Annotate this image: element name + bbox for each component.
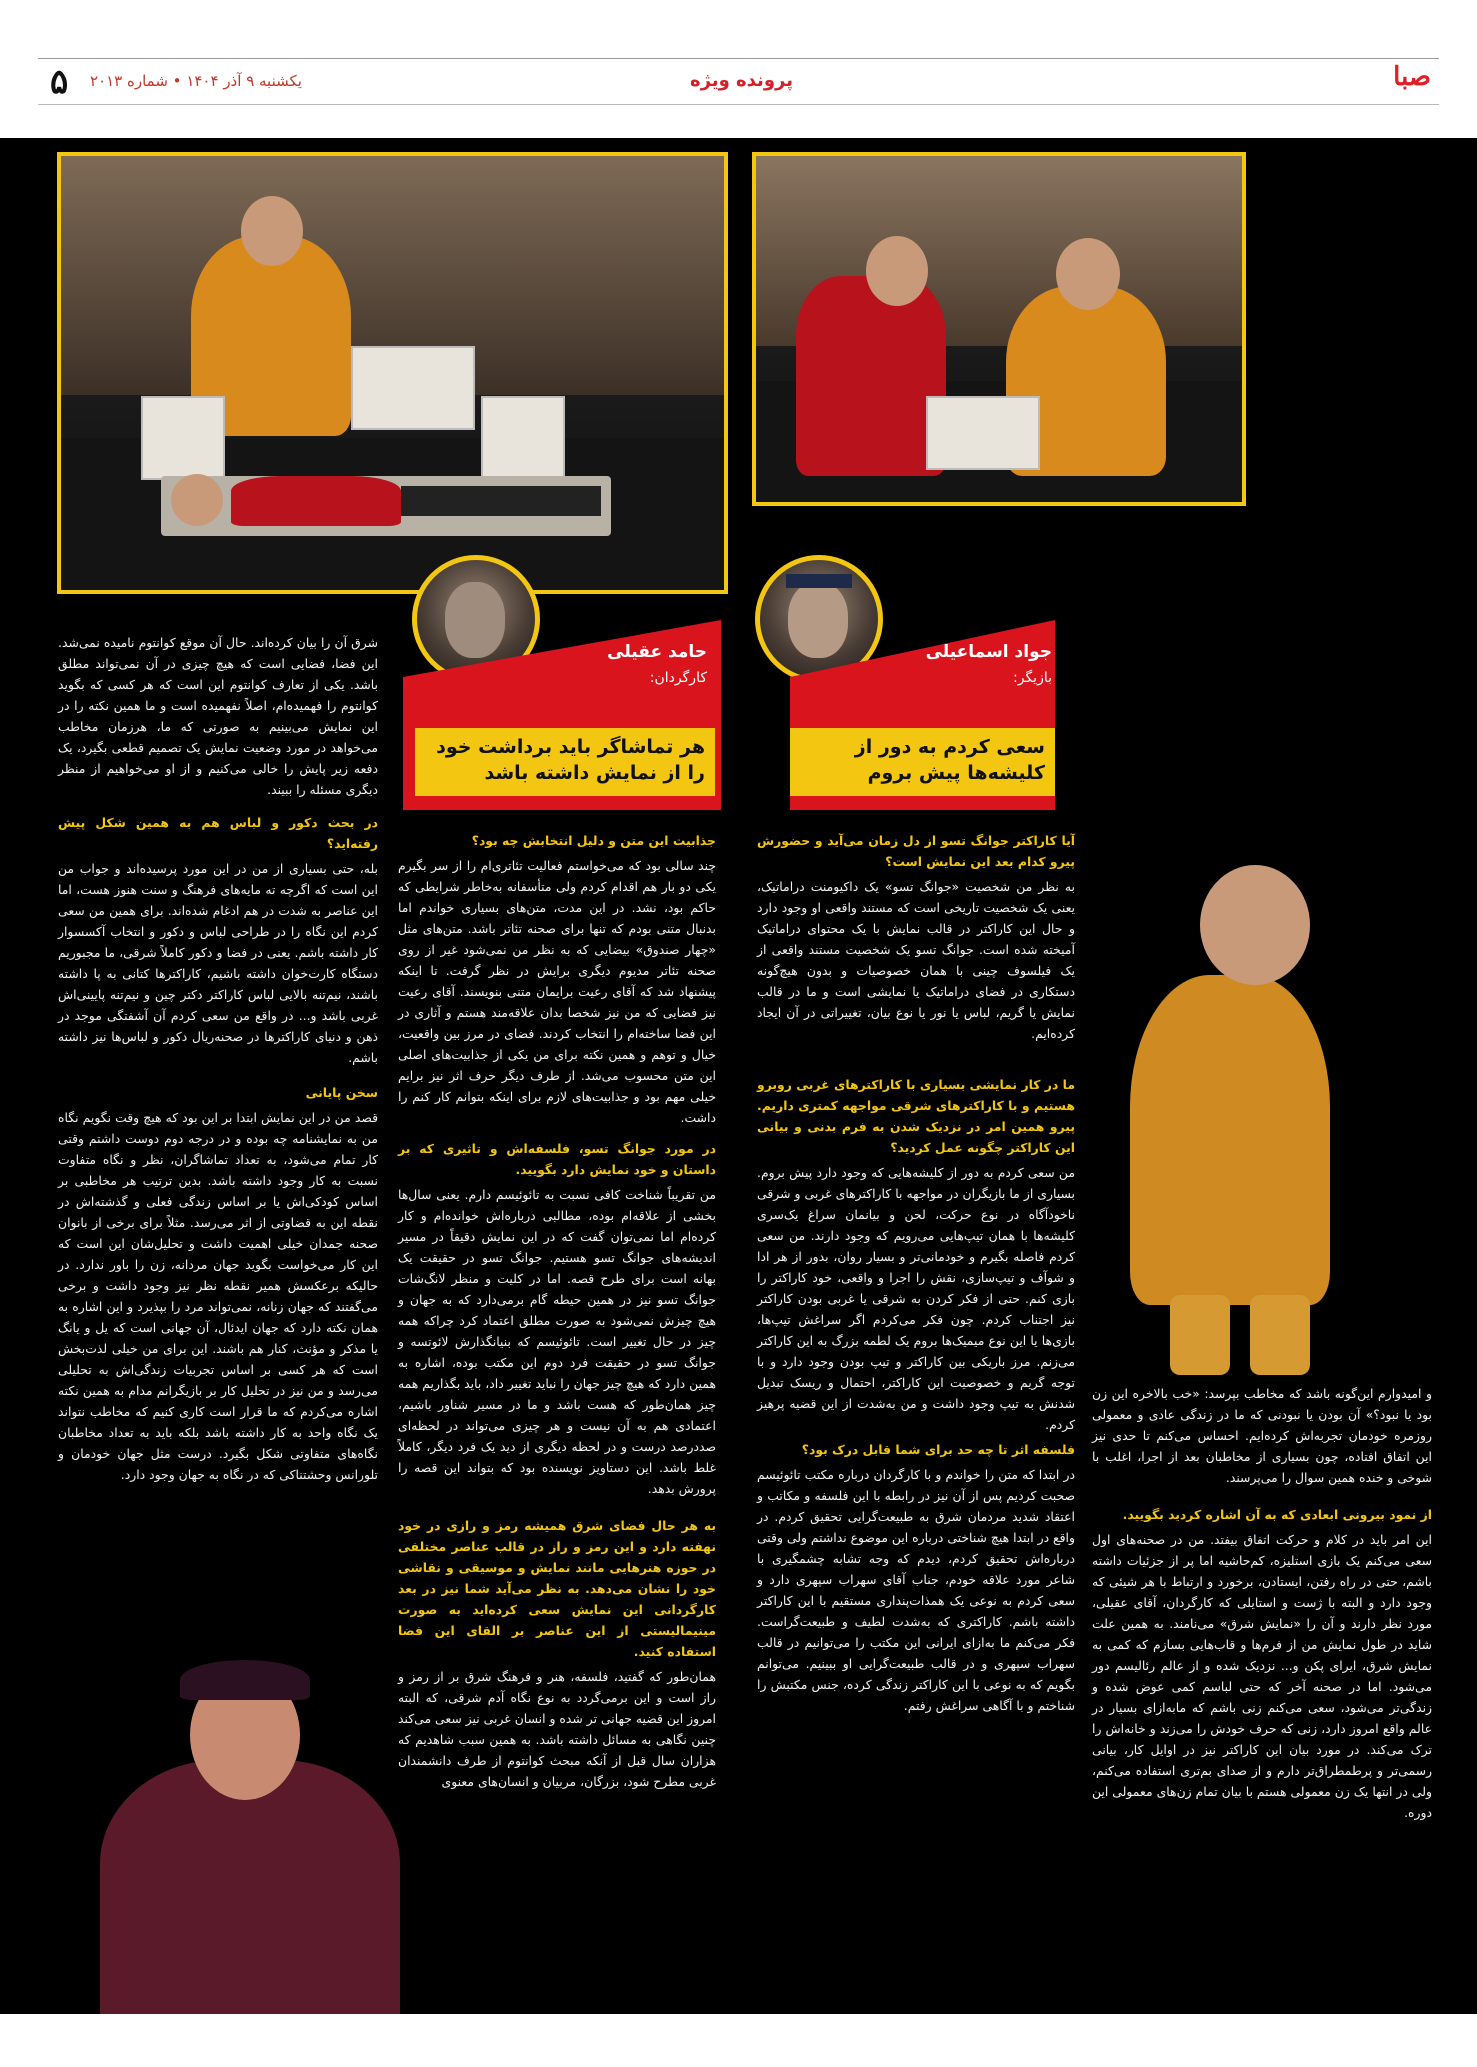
stage-photo-left: [57, 152, 728, 594]
question: آیا کاراکتر جوانگ تسو از دل زمان می‌آید و حضورش پیرو کدام بعد این نمایش است؟: [757, 833, 1075, 869]
actor-stage-photo: [1090, 825, 1360, 1385]
newspaper-logo[interactable]: صبا: [1393, 62, 1431, 92]
page-header: [0, 0, 1477, 138]
director-name: حامد عقیلی: [607, 642, 707, 662]
answer: این امر باید در کلام و حرکت اتفاق بیفتد. من در صحنه‌های اول سعی می‌کنم یک بازی استلیزه، کم‌حاشیه اما پر از جزئیات داشته باشم، حتی در راه رفتن، ایستادن، برخورد و ارتباط با هر شیئی که وجود دارد و البته با ژست و استایلی که کارگردان، آقای عقیلی، مورد نظر دارند و آن را «نمایش شرق» می‌نامند. به همین علت شاید در طول نمایش من از فرم‌ها و قاب‌هایی بسازم که کمی به نمایش شرق، ایرای پکن و... نزدیک شده و از عالم رئالیسم دور می‌شود. اما در صحنه آخر که حتی لباسم کمی عوض شده و زندگی‌تر می‌شود، سعی می‌کنم زنی باشم که مابه‌ازای بسیار در عالم واقع امروز دارد، زنی که حرف خودش را می‌زند و خانه‌اش را ترک می‌کند. در مورد بیان این کاراکتر نیز در اوایل کار، بیانی رسمی‌تر و پرطمطراق‌تر دارم و از صدای بم‌تری استفاده می‌کنم، ولی در انتها یک زن معمولی هستم با بیان تمام زن‌های معمولی این دوره.: [1092, 1532, 1432, 1820]
answer: شرق آن را بیان کرده‌اند. حال آن موقع کوانتوم نامیده نمی‌شد. این فضا، فضایی است که هیچ چیزی در آن نمی‌تواند مطلق باشد. یکی از تعارف کوانتوم این است که هر کسی که بگوید کوانتوم را فهمیده‌ام، اصلاً نفهمیده است و ما همین نکته را در این نمایش می‌بینیم به صورتی که ما، هرزمان مخاطب می‌خواهد در مورد وضعیت نمایش یک تصمیم قطعی بگیرد، یک دفعه زیر پایش را خالی می‌کنیم و از او می‌خواهیم از منظر دیگری مسئله را ببیند.: [58, 635, 378, 797]
answer: من تقریباً شناخت کافی نسبت به تائوئیسم دارم. یعنی سال‌ها بخشی از علاقه‌ام بوده، مطالبی درباره‌اش خوانده‌ام و کار کرده‌ام اما نمی‌توان گفت که در این نمایش دقیقاً در مسیر اندیشه‌های جوانگ تسو هستیم. جوانگ تسو در حقیقت یک بهانه است برای طرح قصه. اما در کلیت و منظر لانگ‌شات جوانگ تسو نیز در همین حیطه گام برمی‌دارد که به جهان و هیچ چیزش نمی‌شود به صورت مطلق اعتماد کرد چراکه همه چیز در حال تغییر است. تائوئیسم که بنیانگذارش لائوتسه و جوانگ تسو در حقیقت فرد دوم این مکتب بوده، اشاره به همین دارد که هیچ چیز جهان را نباید تغییر داد، باید بگذاریم همه چیز همان‌طور که هست باشد و ما در مسیر شناور باشیم، اعتمادی هم به آن نیست و هر چیزی می‌تواند در لحظه‌ای صددرصد درست و در لحظه دیگری از دید یک فرد دیگر، کاملاً غلط باشد. این دستاویز نویسنده بود که بتواند این قصه را پرورش بدهد.: [398, 1187, 716, 1496]
actor-name: جواد اسماعیلی: [925, 642, 1052, 662]
answer: چند سالی بود که می‌خواستم فعالیت تئاتری‌ام را از سر بگیرم یکی دو بار هم اقدام کردم ولی متأسفانه به‌خاطر شرایطی که حاکم بود، نشد. در این مدت، متن‌های بسیاری خواندم اما بدنبال متنی بودم که تنها برای صحنه تئاتر باشد. متن‌های مثل «چهار صندوق» بیضایی که به نظر من نمی‌شود غیر از روی صحنه تئاتر مدیوم دیگری برایش در نظر گرفت. تا اینکه پیشنهاد شد که آقای رعیت برایمان متنی بنویسند. آقای رعیت نیز فضایی که من نیز شخصا بدان علاقه‌مند هستم و آثاری در این فضا ساخته‌ام را انتخاب کردند. فضای در مرز بین واقعیت، خیال و توهم و همین نکته برای من یکی از جذابیت‌های اصلی این متن محسوب می‌شد. از طرف دیگر حرف اثر نیز برایم خیلی مهم بود و جذابیت‌های لازم برای اینکه بتوانم کار کنم را داشت.: [398, 858, 716, 1125]
question: در بحث دکور و لباس هم به همین شکل پیش رفته‌اید؟: [58, 815, 378, 851]
director-headline: هر تماشاگر باید برداشت خود را از نمایش داشته باشد: [415, 728, 715, 796]
header-bottom-rule: [38, 104, 1439, 105]
column-actor-continued: [1092, 1383, 1432, 1827]
actress-stage-photo: [40, 1640, 460, 2014]
answer: بله، حتی بسیاری از من در این مورد پرسیده‌اند و جواب من این است که اگرچه ته مایه‌های فرهنگ و سنت هنوز هست، اما این عناصر به شدت در هم ادغام شده‌اند. برای همین من سعی کردم این نگاه را در طراحی لباس و دکور و انتخاب آکسسوار کار داشته باشم. یعنی در فضا و دکور کاملاً شرقی، ما مجبوریم دستگاه کارت‌خوان داشته باشیم، کاراکترها کتانی به پا داشته باشند، نیم‌تنه بالایی لباس کاراکتر دکتر چین و نیم‌تنه پایینی‌اش غربی باشد و... در واقع من سعی کردم آن آشفتگی موجد در ذهن و دنیای کاراکترها در صحنه‌ریال دکور و لباس‌ها نیز داشته باشم.: [58, 861, 378, 1065]
question: در مورد جوانگ تسو، فلسفه‌اش و تاثیری که بر داستان و خود نمایش دارد بگویید.: [398, 1141, 716, 1177]
actor-role: بازیگر:: [1013, 670, 1052, 686]
dateline: یکشنبه ۹ آذر ۱۴۰۴ • شماره ۲۰۱۳: [90, 72, 302, 90]
header-top-rule: [38, 58, 1439, 59]
question: سخن پایانی: [305, 1085, 378, 1100]
page-number: ۵: [50, 62, 69, 102]
question: به هر حال فضای شرق همیشه رمز و رازی در خود نهفته دارد و این رمز و راز در قالب عناصر مختلفی در حوزه هنرهایی مانند نمایش و موسیقی و نقاشی خود را نشان می‌دهد. به نظر می‌آید شما نیز در بعد کارگردانی این نمایش سعی کرده‌اید به صورت مینیمالیستی از این عناصر بر القای این فضا استفاده کنید.: [398, 1518, 716, 1659]
stage-photo-right: [752, 152, 1246, 506]
question: از نمود بیرونی ابعادی که به آن اشاره کردید بگویید.: [1122, 1507, 1432, 1522]
section-title: پرونده ویژه: [690, 70, 793, 91]
question: جذابیت این متن و دلیل انتخابش چه بود؟: [471, 833, 716, 848]
answer: و امیدوارم این‌گونه باشد که مخاطب بپرسد: «خب بالاخره این زن بود یا نبود؟» آن بودن یا نبودنی که ما در زندگی عادی و معمولی روزمره خودمان تجربه‌اش کرده‌ایم. احساس می‌کنم تا حدی نیز این اتفاق افتاده، چون بسیاری از مخاطبان بعد از اجرا، اغلب با شوخی و خنده همین سوال را می‌پرسند.: [1092, 1386, 1432, 1485]
question: ما در کار نمایشی بسیاری با کاراکترهای غربی روبرو هستیم و با کاراکترهای شرقی مواجهه کمتری داریم. پیرو همین امر در نزدیک شدن به فرم بدنی و بیانی این کاراکتر چگونه عمل کردید؟: [757, 1077, 1075, 1155]
question: فلسفه اثر تا چه حد برای شما قابل درک بود؟: [801, 1442, 1075, 1457]
answer: من سعی کردم به دور از کلیشه‌هایی که وجود دارد پیش بروم. بسیاری از ما بازیگران در مواجهه با کاراکترهای غربی و شرقی ناخودآگاه در نوع حرکت، لحن و بیانمان سراغ یک‌سری کلیشه‌ها با همان تیپ‌هایی می‌رویم که وجود دارند. من سعی کردم فاصله بگیرم و خودمانی‌تر و بسیار روان، بدور از هر ادا و شوآف و تیپ‌سازی، نقش را اجرا و واقعی، خود کاراکتر را بازی کنم. حتی از فکر کردن به شرقی یا غربی بودن کاراکتر نیز اجتناب کردم. چون فکر می‌کردم اگر سراغش تیپ‌ها، بازی‌ها یا این نوع میمیک‌ها بروم یک لطمه بزرگ به این کاراکتر می‌زنم. مرز باریکی بین کاراکتر و تیپ بودن وجود دارد و با توجه گریم و خصوصیت این کاراکتر، احتمال و ریسک تبدیل شدنش به تیپ وجود داشت و من به‌شدت از این قضیه پرهیز کردم.: [757, 1165, 1075, 1432]
column-director-continued: [58, 632, 378, 1489]
page-bottom-margin: [0, 2014, 1477, 2067]
answer: به نظر من شخصیت «جوانگ تسو» یک داکیومنت دراماتیک، یعنی یک شخصیت تاریخی است که مستند واقعی او وجود دارد و حال این کاراکتر در قالب نمایش با یک محتوای دراماتیک آمیخته شده است. جوانگ تسو یک شخصیت مستند واقعی از یک فیلسوف چینی با همان خصوصیات و بدون هیچ‌گونه دستکاری در فضای دراماتیک یا نمایشی است و ما در قالب نمایش یا گریم، لباس یا نور یا نوع بیان، تغییراتی در آن ایجاد کرده‌ایم.: [757, 879, 1075, 1041]
answer: همان‌طور که گفتید، فلسفه، هنر و فرهنگ شرق بر از رمز و راز است و این برمی‌گردد به نوع نگاه آدم شرقی، که البته امروز این قضیه جهانی تر شده و انسان غربی نیز سعی می‌کند چنین نگاهی به مسائل داشته باشد. به همین سبب شاهدیم که هزاران سال قبل از آنکه مبحث کوانتوم از طرف دانشمندان غربی مطرح شود، بزرگان، مربیان و انسان‌های معنوی: [398, 1669, 716, 1789]
actor-headline: سعی کردم به دور از کلیشه‌ها پیش بروم: [790, 728, 1055, 796]
answer: قصد من در این نمایش ابتدا بر این بود که هیچ وقت نگویم نگاه من به نمایشنامه چه بوده و در درجه دوم دوست داشتم وقتی کار تمام می‌شود، به تعداد تماشاگران، نظر و نگاه متفاوت نسبت به کار وجود داشته باشد. بدین ترتیب هر مخاطبی بر اساس کودکی‌اش یا بر اساس زندگی فعلی و گذشته‌اش در نقطه این به قضاوتی از اثر می‌رسد. مثلاً برای برخی از بانوان صحنه جمدان خیلی اهمیت داشت و تحلیل‌شان این است که این کار می‌خواست بگوید جهان مردانه، زن را باور ندارد. در حالیکه برعکسش همیر نقطه نظر نیز وجود داشت و برخی می‌گفتند که جهان زنانه، نمی‌تواند مرد را بپذیرد و این اشاره به همان نکته دارد که جهان ایدئال، آن جهانی است که یل و یانگ یا مذکر و مؤنث، کنار هم باشند. این برای من خیلی لذت‌بخش است که هر کسی بر اساس تجربیات زندگی‌اش به تحلیلی می‌رسد و من نیز در تحلیل کار بر بازیگرانم مدام به همین نکته اشاره می‌کردم که ما قرار است کاری کنیم که مخاطب نتواند یک نگاه واحد به کار داشته باشد بلکه باید به تعداد مخاطبان نگاه‌های متفاوتی شکل بگیرد. درست مثل جهان خودمان و تلورانس وحشتناکی که در نگاه به جهان وجود دارد.: [58, 1110, 378, 1482]
director-role: کارگردان:: [649, 670, 707, 686]
answer: در ابتدا که متن را خواندم و با کارگردان درباره مکتب تائوئیسم صحبت کردیم پس از آن نیز در رابطه با این فلسفه و مکاتب و اعتقاد شدید مردمان شرق به طبیعت‌گرایی تحقیق کردم. در واقع در ابتدا هیچ شناختی درباره این موضوع نداشتم ولی وقتی درباره‌اش تحقیق کردم، دیدم که وجه تشابه چشمگیری با شاعر مورد علاقه خودم، جناب آقای سهراب سپهری دارد و سعی کردم به نوعی یک همذات‌پنداری مستقیم با این کاراکتر داشته باشم. کاراکتری که به‌شدت لطیف و طبیعت‌گراست. فکر می‌کنم ما به‌ازای ایرانی این مکتب را می‌توانیم در قالب سهراب سپهری و در قالب طبیعت‌گرایی او ببینیم. می‌توانم بگویم که به نوعی با این کاراکتر زندگی کرده، جنس مکتبش را شناختم و با آگاهی سراغش رفتم.: [756, 1467, 1075, 1713]
column-actor: [757, 830, 1075, 1720]
